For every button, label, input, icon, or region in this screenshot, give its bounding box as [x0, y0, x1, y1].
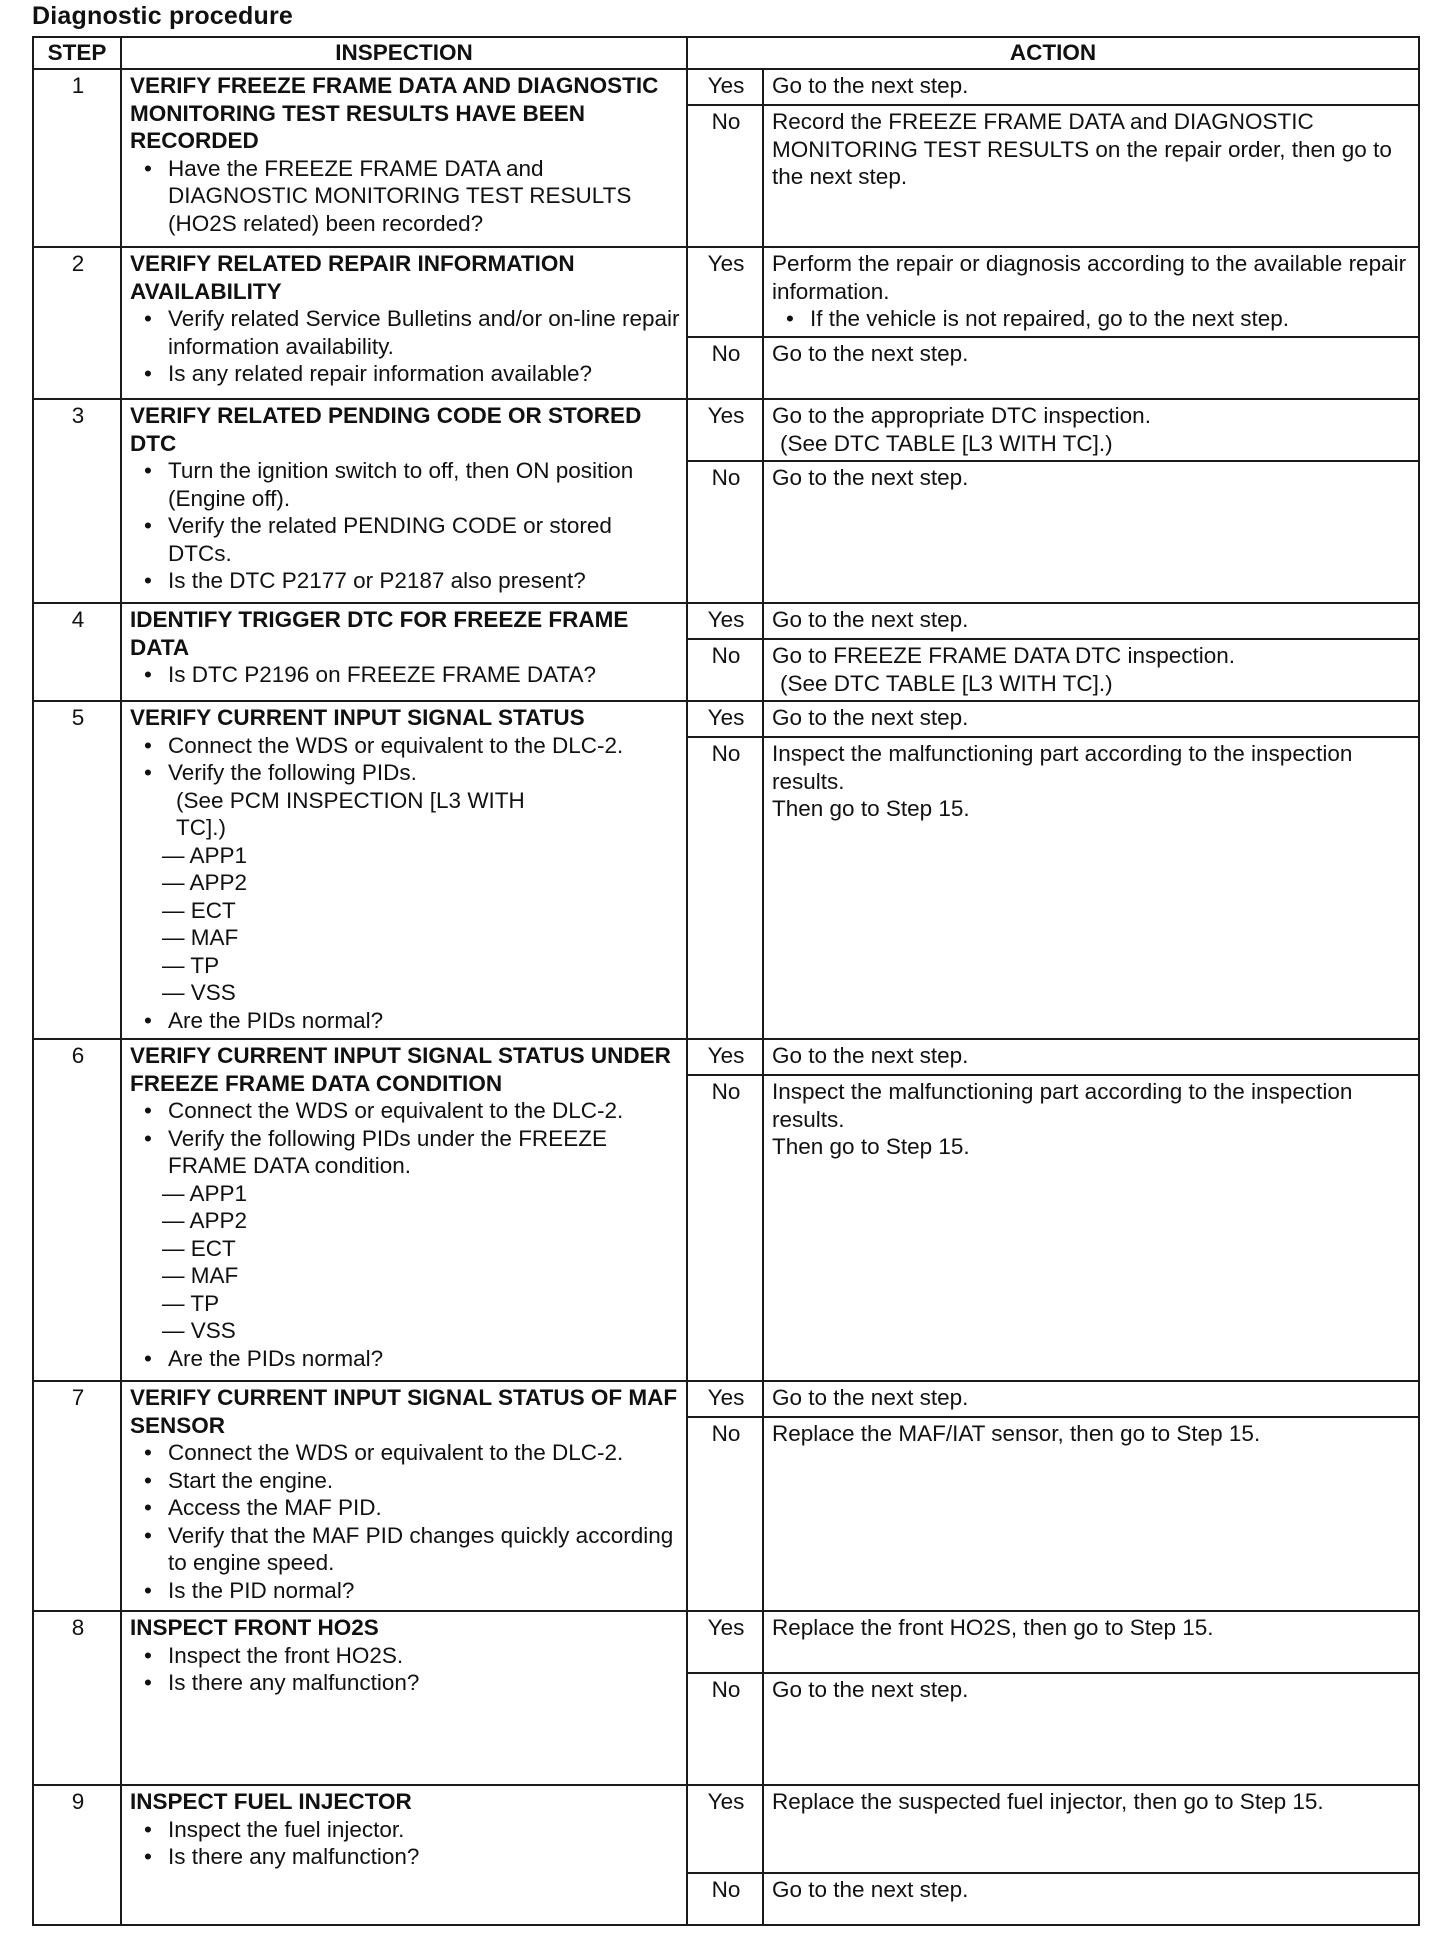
no-label: No	[687, 1873, 763, 1925]
inspection-title: VERIFY CURRENT INPUT SIGNAL STATUS	[130, 705, 585, 730]
no-action: Record the FREEZE FRAME DATA and DIAGNOSTIC MONITORING TEST RESULTS on the repair order, then go to the next step.	[763, 105, 1419, 247]
inspection-bullets	[130, 1439, 680, 1604]
inspection-title: INSPECT FUEL INJECTOR	[130, 1789, 412, 1814]
yes-label: Yes	[687, 1381, 763, 1417]
yes-action: Replace the suspected fuel injector, then go to Step 15.	[763, 1785, 1419, 1873]
pid-item: — APP1	[162, 1180, 248, 1206]
no-action-next: Then go to Step 15.	[772, 1134, 970, 1159]
bullet-item: • Inspect the front HO2S.	[168, 1642, 680, 1670]
header-step: STEP	[33, 37, 121, 69]
no-label: No	[687, 1075, 763, 1381]
inspection-cell	[121, 1381, 687, 1611]
bullet-item: • Is any related repair information available?	[168, 360, 680, 388]
inspection-bullets	[130, 155, 680, 238]
inspection-cell	[121, 1039, 687, 1381]
bullet-item: • Is there any malfunction?	[168, 1843, 680, 1871]
yes-action: Go to the next step.	[763, 1381, 1419, 1417]
table-row	[33, 1785, 1419, 1873]
bullet-item: • Is the PID normal?	[168, 1577, 680, 1605]
no-action-cell	[763, 737, 1419, 1039]
no-label: No	[687, 337, 763, 399]
pid-item: — ECT	[162, 1235, 236, 1261]
bullet-item: • Verify related Service Bulletins and/or on-line repair information availability.	[168, 305, 680, 360]
yes-label: Yes	[687, 247, 763, 337]
no-action: Inspect the malfunctioning part according to the inspection results.	[772, 741, 1353, 794]
no-action: Go to the next step.	[763, 1873, 1419, 1925]
no-label: No	[687, 1417, 763, 1611]
pid-item: — MAF	[162, 1263, 239, 1288]
inspection-bullets	[130, 305, 680, 388]
inspection-title: VERIFY FREEZE FRAME DATA AND DIAGNOSTIC MONITORING TEST RESULTS HAVE BEEN RECORDED	[130, 73, 659, 153]
yes-action: Go to the next step.	[763, 603, 1419, 639]
see-note: (See PCM INSPECTION [L3 WITH TC].)	[176, 787, 525, 840]
pid-list	[130, 842, 680, 1007]
no-action: Go to the next step.	[763, 337, 1419, 399]
bullet-item: • Connect the WDS or equivalent to the DLC-2.	[168, 1439, 680, 1467]
yes-action-note: (See DTC TABLE [L3 WITH TC].)	[780, 430, 1113, 456]
step-number: 9	[33, 1785, 121, 1925]
diagnostic-table	[32, 36, 1420, 1926]
header-action: ACTION	[687, 37, 1419, 69]
pid-item: — ECT	[162, 897, 236, 923]
inspection-cell	[121, 603, 687, 701]
no-label: No	[687, 639, 763, 701]
bullet-item: • Turn the ignition switch to off, then ON position (Engine off).	[168, 457, 680, 512]
inspection-title: VERIFY RELATED PENDING CODE OR STORED DTC	[130, 403, 642, 456]
table-row	[33, 247, 1419, 337]
pid-item: — APP2	[162, 1208, 248, 1233]
inspection-cell	[121, 1611, 687, 1785]
inspection-bullets	[130, 457, 680, 595]
yes-action-cell	[763, 399, 1419, 461]
bullet-text: • Verify the following PIDs.	[168, 760, 417, 785]
pid-item: — TP	[162, 952, 220, 978]
pid-item: — APP2	[162, 870, 248, 895]
bullet-item: • If the vehicle is not repaired, go to the next step.	[810, 305, 1412, 333]
pid-item: — MAF	[162, 925, 239, 950]
inspection-bullets	[130, 1345, 680, 1373]
inspection-bullets	[130, 1642, 680, 1697]
inspection-cell	[121, 1785, 687, 1925]
step-number: 7	[33, 1381, 121, 1611]
inspection-bullets	[130, 1816, 680, 1871]
pid-item: — APP1	[162, 842, 248, 868]
step-number: 6	[33, 1039, 121, 1381]
inspection-cell	[121, 399, 687, 603]
no-action: Go to FREEZE FRAME DATA DTC inspection.	[772, 643, 1236, 668]
inspection-cell	[121, 701, 687, 1039]
bullet-item: • Is DTC P2196 on FREEZE FRAME DATA?	[168, 661, 680, 689]
inspection-title: VERIFY RELATED REPAIR INFORMATION AVAILABILITY	[130, 251, 575, 304]
yes-label: Yes	[687, 1785, 763, 1873]
table-row	[33, 1039, 1419, 1075]
header-inspection: INSPECTION	[121, 37, 687, 69]
inspection-title: VERIFY CURRENT INPUT SIGNAL STATUS OF MAF SENSOR	[130, 1385, 678, 1438]
no-label: No	[687, 105, 763, 247]
step-number: 3	[33, 399, 121, 603]
table-row	[33, 1381, 1419, 1417]
table-row	[33, 603, 1419, 639]
inspection-title: VERIFY CURRENT INPUT SIGNAL STATUS UNDER FREEZE FRAME DATA CONDITION	[130, 1043, 671, 1096]
no-action: Go to the next step.	[763, 461, 1419, 603]
yes-action: Go to the next step.	[763, 701, 1419, 737]
bullet-item: • Have the FREEZE FRAME DATA and DIAGNOSTIC MONITORING TEST RESULTS (HO2S related) been recorded?	[168, 155, 680, 238]
yes-action: Replace the front HO2S, then go to Step 15.	[763, 1611, 1419, 1673]
bullet-item: • Access the MAF PID.	[168, 1494, 680, 1522]
pid-item: — VSS	[162, 980, 236, 1005]
bullet-item: • Verify the following PIDs under the FREEZE FRAME DATA condition.	[168, 1125, 680, 1180]
inspection-title: INSPECT FRONT HO2S	[130, 1615, 379, 1640]
bullet-item: • Are the PIDs normal?	[168, 1345, 680, 1373]
pid-list	[130, 1180, 680, 1345]
pid-item: — VSS	[162, 1318, 236, 1343]
no-label: No	[687, 461, 763, 603]
inspection-bullets	[130, 732, 680, 842]
bullet-item: • Verify the related PENDING CODE or stored DTCs.	[168, 512, 680, 567]
inspection-cell	[121, 247, 687, 399]
yes-action: Go to the next step.	[763, 69, 1419, 105]
step-number: 5	[33, 701, 121, 1039]
bullet-item	[168, 759, 680, 842]
no-action: Replace the MAF/IAT sensor, then go to Step 15.	[763, 1417, 1419, 1611]
table-row	[33, 701, 1419, 737]
bullet-item: • Are the PIDs normal?	[168, 1007, 680, 1035]
bullet-item: • Inspect the fuel injector.	[168, 1816, 680, 1844]
inspection-bullets	[130, 1097, 680, 1180]
step-number: 1	[33, 69, 121, 247]
action-bullets	[772, 305, 1412, 333]
yes-action-cell	[763, 247, 1419, 337]
bullet-item: • Start the engine.	[168, 1467, 680, 1495]
step-number: 8	[33, 1611, 121, 1785]
yes-label: Yes	[687, 1039, 763, 1075]
no-label: No	[687, 1673, 763, 1785]
yes-label: Yes	[687, 69, 763, 105]
inspection-bullets	[130, 1007, 680, 1035]
yes-action: Go to the appropriate DTC inspection.	[772, 403, 1151, 428]
no-action: Go to the next step.	[763, 1673, 1419, 1785]
yes-label: Yes	[687, 701, 763, 737]
yes-label: Yes	[687, 399, 763, 461]
pid-item: — TP	[162, 1290, 220, 1316]
no-label: No	[687, 737, 763, 1039]
page-title: Diagnostic procedure	[32, 2, 293, 30]
table-header-row	[33, 37, 1419, 69]
no-action-note: (See DTC TABLE [L3 WITH TC].)	[780, 670, 1113, 696]
inspection-bullets	[130, 661, 680, 689]
no-action-cell	[763, 1075, 1419, 1381]
bullet-item: • Is the DTC P2177 or P2187 also present?	[168, 567, 680, 595]
no-action-cell	[763, 639, 1419, 701]
step-number: 4	[33, 603, 121, 701]
no-action-next: Then go to Step 15.	[772, 796, 970, 821]
table-row	[33, 399, 1419, 461]
inspection-title: IDENTIFY TRIGGER DTC FOR FREEZE FRAME DATA	[130, 607, 629, 660]
bullet-item: • Connect the WDS or equivalent to the DLC-2.	[168, 732, 680, 760]
bullet-item: • Verify that the MAF PID changes quickly according to engine speed.	[168, 1522, 680, 1577]
yes-action: Perform the repair or diagnosis according to the available repair information.	[772, 251, 1407, 304]
bullet-item: • Is there any malfunction?	[168, 1669, 680, 1697]
yes-label: Yes	[687, 1611, 763, 1673]
yes-action: Go to the next step.	[763, 1039, 1419, 1075]
no-action: Inspect the malfunctioning part according to the inspection results.	[772, 1079, 1353, 1132]
table-row	[33, 1611, 1419, 1673]
step-number: 2	[33, 247, 121, 399]
yes-label: Yes	[687, 603, 763, 639]
bullet-item: • Connect the WDS or equivalent to the DLC-2.	[168, 1097, 680, 1125]
inspection-cell	[121, 69, 687, 247]
table-row	[33, 69, 1419, 105]
